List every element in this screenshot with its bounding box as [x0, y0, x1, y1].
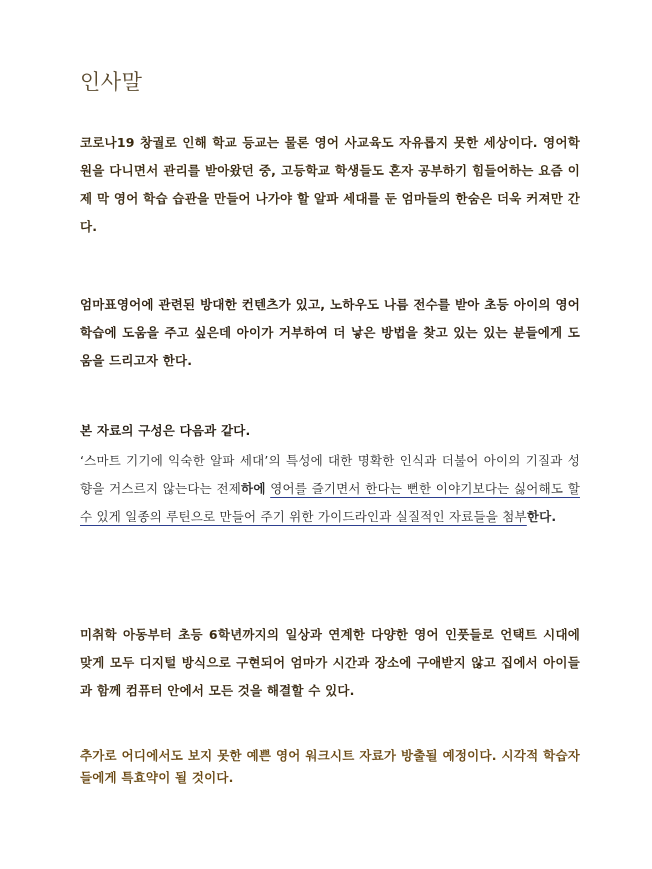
paragraph-content-scope: 미취학 아동부터 초등 6학년까지의 일상과 연계한 다양한 영어 인풋들로 언택트 시대에 맞게 모두 디지털 방식으로 구현되어 엄마가 시간과 장소에 구애받지 않고 집에서 아이들과 함께 컴퓨터 안에서 모든 것을 해결할 수 있다. — [80, 626, 580, 698]
page-title: 인사말 — [80, 70, 143, 94]
structure-text-end: 한다. — [526, 508, 557, 524]
structure-text-bold: 하에 — [241, 480, 266, 496]
paragraph-intro: 코로나19 창궐로 인해 학교 등교는 물론 영어 사교육도 자유롭지 못한 세상이다. 영어학원을 다니면서 관리를 받아왔던 중, 고등학교 학생들도 혼자 공부하기 힘들어하는 요즘 이제 막 영어 학습 습관을 만들어 나가야 할 알파 세대를 둔 엄마들의 한숨은 더욱 커져만 간다. — [80, 134, 580, 234]
structure-text-underlined: 영어를 즐기면서 한다는 뻔한 이야기보다는 싫어해도 할 수 있게 일종의 루틴으로 만들어 주기 위한 가이드라인과 실질적인 자료들을 첨부 — [80, 480, 580, 524]
structure-text-part1: ‘스마트 기기에 익숙한 알파 세대’의 특성에 대한 명확한 인식과 더불어 아이의 기질과 성향을 거스르지 않는다는 전제 — [80, 452, 580, 496]
paragraph-structure-heading: 본 자료의 구성은 다음과 같다. — [80, 422, 251, 438]
paragraph-worksheets: 추가로 어디에서도 보지 못한 예쁜 영어 워크시트 자료가 방출될 예정이다. 시각적 학습자들에게 특효약이 될 것이다. — [80, 747, 580, 785]
paragraph-purpose: 엄마표영어에 관련된 방대한 컨텐츠가 있고, 노하우도 나름 전수를 받아 초등 아이의 영어 학습에 도움을 주고 싶은데 아이가 거부하여 더 낳은 방법을 찾고 있는 있는 분들에게 도움을 드리고자 한다. — [80, 296, 580, 368]
paragraph-structure-body — [80, 447, 580, 531]
